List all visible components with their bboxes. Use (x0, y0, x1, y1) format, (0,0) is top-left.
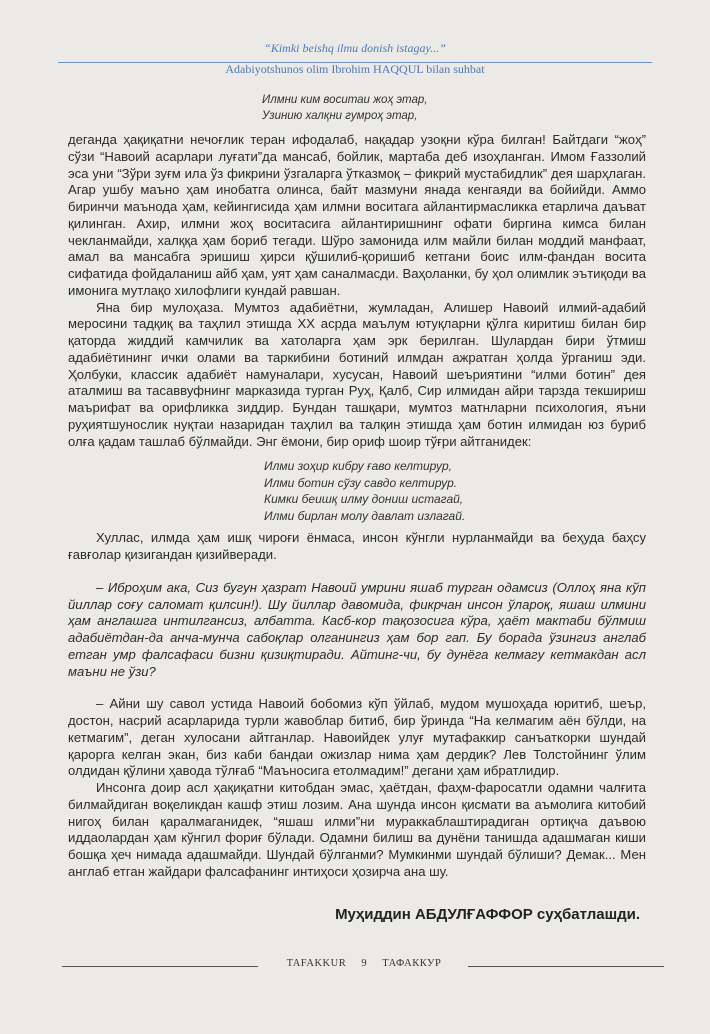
article-body (68, 132, 646, 881)
author-signature: Муҳиддин АБДУЛҒАФФОР суҳбатлашди. (335, 906, 640, 923)
footer-text (262, 958, 466, 969)
poem-line: Кимки беишқ илму дониш истагай, (264, 492, 464, 507)
epigraph (262, 92, 428, 124)
header-title: “Kimki beishq ilmu donish istagay...” (264, 41, 446, 55)
poem-quote (264, 458, 646, 524)
paragraph-5: Инсонга доир асл ҳақиқатни китобдан эмас, ҳаётдан, фаҳм-фаросатли одамни чалғита билмайдиган воқеликдан кашф этиш лозим. Ана шунда инсон қисмати ва аъмолига китобий нигоҳ билан қаралмаганидек, “яшаш илми”ни мураккаблаштирадиган ортиқча даъвою иддаолардан ҳам кўнгил фориғ бўлади. Одамни билиш ва дунёни танишда адашмаган киши бошқа ҳеч нимада адашмайди. Шундай бўлганми? Мумкинми шундай бўлиши? Демак... Мен англаб етган жайдари фалсафанинг интиҳоси ҳозирча ана шу. (68, 780, 646, 879)
poem-line: Илми зоҳир кибру ғаво келтирур, (264, 459, 452, 474)
paragraph-2: Яна бир мулоҳаза. Мумтоз адабиётни, жумладан, Алишер Навоий илмий-адабий меросини тадқиқ ва таҳлил этишда ХХ асрда маълум ютуқларни қўлга киритиш билан бир қаторда жиддий камчилик ва хатоларга ҳам эрк берилган. Шулардан бири ўтмиш адабиётининг ички олами ва таркибини ботиний илмдан ажратган ҳолда ўрганиш эди. Ҳолбуки, классик адабиёт намуналари, хусусан, Навоий шеъриятини “илми ботин” дея аталмиш ва тасаввуфнинг марказида турган Руҳ, Қалб, Сир илмидан айри тарзда текшириш маърифат ва орифликка зиддир. Бундан ташқари, мумтоз матнларни психология, яъни руҳиятшунослик нуқтаи назаридан таҳлил ва талқин этишда ҳам ботин илмидан юз буриб олға қадам ташлаб бўлмайди. Энг ёмони, бир ориф шоир тўғри айтганидек: (68, 299, 646, 449)
page-footer (0, 956, 710, 976)
footer-rule-left (62, 966, 258, 967)
paragraph-4: – Айни шу савол устида Навоий бобомиз кўп ўйлаб, мудом мушоҳада юритиб, шеър, достон, насрий асарларида турли жавоблар битиб, бир ўринда “На келмагим аён бўлди, на кетмагим”, деган хулосани айтганлар. Навоийдек улуғ мутафаккир санъаткорки шундай қарорга келган экан, биз каби бандаи ожизлар нима ҳам дердик? Лев Толстойнинг ўлим олдидан қўлини ҳавода тўлғаб “Маъносига етолмадим!” дегани ҳам ибратлидир. (68, 696, 646, 779)
epigraph-line: Узинию халқни гумроҳ этар, (262, 110, 418, 122)
footer-rule-right (468, 966, 664, 967)
footer-journal-cyrillic: ТАФАККУР (382, 958, 442, 969)
poem-line: Илми ботин сўзу савдо келтирур. (264, 475, 458, 490)
footer-journal-latin: TAFAKKUR (286, 958, 347, 969)
page-number: 9 (361, 958, 368, 969)
paragraph-3: Хуллас, илмда ҳам ишқ чироғи ёнмаса, инсон кўнгли нурланмайди ва беҳуда баҳсу ғавғолар қизигандан қизийверади. (68, 530, 646, 562)
poem-line: Илми бирлан молу давлат излагай. (264, 508, 466, 523)
header-subtitle: Adabiyotshunos olim Ibrohim HAQQUL bilan suhbat (225, 62, 485, 76)
interview-question: – Иброҳим ака, Сиз бугун ҳазрат Навоий умрини яшаб турган одамсиз (Оллоҳ яна кўп йиллар соғу саломат қилсин!). Шу йиллар давомида, фикрчан инсон ўлароқ, яшаш илмини ҳам англашга интилгансиз, албатта. Касб-кор тақозосига кўра, ҳаёт мактаби бўлмиш адабиётдан-да анча-мунча сабоқлар олганингиз ҳам бор гап. Бу борада ўзингиз англаб етган умр фалсафаси бизни қизиқтиради. Айтинг-чи, бу дунёга келмагу кетмакдан асл маъни не ўзи? (68, 579, 646, 679)
paragraph-1: деганда ҳақиқатни нечоғлик теран ифодалаб, нақадар узоқни кўра билган! Байтдаги “жоҳ” сўзи “Навоий асарлари луғати”да мансаб, бойлик, мартаба деб изоҳланган. Имом Ғаззолий эса уни “Зўри зуғм ила ўз фикрини ўзгаларга ўтказмоқ – фикрий мустабидлик” дея шарҳлаган. Агар ушбу маъно ҳам инобатга олинса, байт мазмуни янада кенгаяди ва бойийди. Аммо биринчи маънода ҳам, кейингисида ҳам илмни воситага айлантирмасликка етарлича даъват қилинган. Ахир, илмни жоҳ воситасига айлантиришнинг офати биргина кимса билан чекланмайди, халққа ҳам бориб тегади. Шўро замонида илм майли билан моддий манфаат, амал ва мансабга эришиш ҳирси қўшилиб-қоришиб кетгани боис илм-фандан восита сифатида фойдаланиш айб ҳам, уят ҳам саналмасди. Ваҳоланки, бу ҳол олимлик эътиқоди ва имонига мутлақо хилофлиги кундай равшан. (68, 132, 646, 298)
page-header (0, 40, 710, 76)
epigraph-line: Илмни ким воситаи жоҳ этар, (262, 94, 428, 106)
